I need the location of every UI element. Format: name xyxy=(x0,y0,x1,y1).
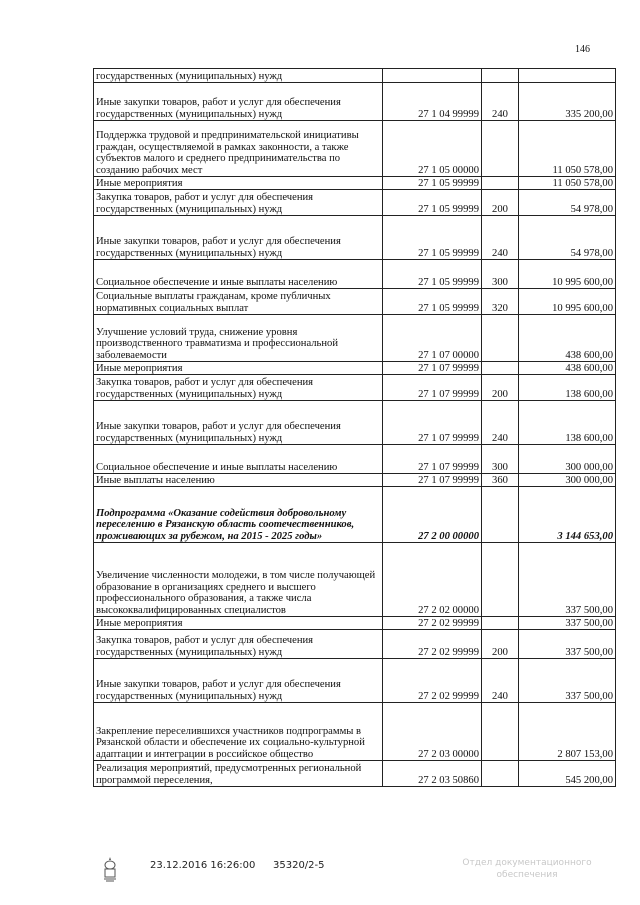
page-number: 146 xyxy=(575,44,590,55)
row-code-cell: 27 2 02 00000 xyxy=(383,543,482,617)
row-kind-cell: 360 xyxy=(482,474,519,487)
faint-stamp-text xyxy=(447,857,607,881)
table-row xyxy=(94,216,616,260)
row-code-cell: 27 2 02 99999 xyxy=(383,617,482,630)
row-amount-cell: 300 000,00 xyxy=(519,445,616,474)
row-name-cell: Закупка товаров, работ и услуг для обеспечения государственных (муниципальных) нужд xyxy=(94,375,383,401)
row-amount-cell: 3 144 653,00 xyxy=(519,487,616,543)
row-amount-cell: 138 600,00 xyxy=(519,401,616,445)
table-row xyxy=(94,617,616,630)
table-row xyxy=(94,659,616,703)
row-code-cell: 27 1 07 00000 xyxy=(383,315,482,362)
row-amount-cell: 545 200,00 xyxy=(519,761,616,787)
row-amount-cell: 11 050 578,00 xyxy=(519,177,616,190)
row-amount-cell: 10 995 600,00 xyxy=(519,260,616,289)
row-kind-cell xyxy=(482,617,519,630)
row-kind-cell xyxy=(482,121,519,177)
table-row xyxy=(94,362,616,375)
row-kind-cell: 240 xyxy=(482,401,519,445)
row-kind-cell: 200 xyxy=(482,190,519,216)
row-kind-cell: 300 xyxy=(482,260,519,289)
footer-datetime: 23.12.2016 16:26:00 xyxy=(150,860,256,871)
row-name-cell: Закупка товаров, работ и услуг для обеспечения государственных (муниципальных) нужд xyxy=(94,190,383,216)
row-name-cell: Увеличение численности молодежи, в том числе получающей образование в организациях среднего и высшего профессионального образования, а также числа высококвалифицированных специалистов xyxy=(94,543,383,617)
row-name-cell: Социальное обеспечение и иные выплаты населению xyxy=(94,260,383,289)
table-row xyxy=(94,761,616,787)
row-code-cell: 27 1 05 00000 xyxy=(383,121,482,177)
row-code-cell: 27 1 05 99999 xyxy=(383,177,482,190)
row-name-cell: Улучшение условий труда, снижение уровня производственного травматизма и профессиональной заболеваемости xyxy=(94,315,383,362)
row-name-cell: Иные выплаты населению xyxy=(94,474,383,487)
row-kind-cell xyxy=(482,362,519,375)
row-amount-cell: 300 000,00 xyxy=(519,474,616,487)
table-row xyxy=(94,69,616,83)
row-code-cell: 27 1 04 99999 xyxy=(383,83,482,121)
row-kind-cell: 240 xyxy=(482,83,519,121)
row-amount-cell: 337 500,00 xyxy=(519,659,616,703)
table-row xyxy=(94,190,616,216)
row-kind-cell xyxy=(482,69,519,83)
row-code-cell: 27 2 00 00000 xyxy=(383,487,482,543)
row-kind-cell: 200 xyxy=(482,630,519,659)
row-code-cell: 27 2 02 99999 xyxy=(383,659,482,703)
table-row xyxy=(94,289,616,315)
faint-stamp-line2: обеспечения xyxy=(496,870,558,880)
table-row xyxy=(94,177,616,190)
table-row xyxy=(94,474,616,487)
table-row xyxy=(94,543,616,617)
table-row xyxy=(94,401,616,445)
row-kind-cell: 300 xyxy=(482,445,519,474)
row-name-cell: Закрепление переселившихся участников подпрограммы в Рязанской области и обеспечение их социально-культурной адаптации и интеграции в российское общество xyxy=(94,703,383,761)
row-code-cell: 27 1 07 99999 xyxy=(383,362,482,375)
row-name-cell: Иные закупки товаров, работ и услуг для обеспечения государственных (муниципальных) нужд xyxy=(94,216,383,260)
row-amount-cell: 54 978,00 xyxy=(519,216,616,260)
row-kind-cell: 240 xyxy=(482,216,519,260)
row-code-cell: 27 1 07 99999 xyxy=(383,474,482,487)
row-code-cell: 27 1 07 99999 xyxy=(383,375,482,401)
row-code-cell: 27 1 07 99999 xyxy=(383,401,482,445)
table-row xyxy=(94,630,616,659)
table-row xyxy=(94,445,616,474)
row-name-cell: Поддержка трудовой и предпринимательской инициативы граждан, осуществляемой в рамках законности, а также субъектов малого и среднего предпринимательства по созданию рабочих мест xyxy=(94,121,383,177)
row-name-cell: Социальное обеспечение и иные выплаты населению xyxy=(94,445,383,474)
table-row xyxy=(94,487,616,543)
row-kind-cell xyxy=(482,177,519,190)
row-amount-cell: 11 050 578,00 xyxy=(519,121,616,177)
table-row xyxy=(94,260,616,289)
row-kind-cell: 240 xyxy=(482,659,519,703)
emblem-icon xyxy=(102,855,118,883)
row-code-cell: 27 1 05 99999 xyxy=(383,216,482,260)
row-kind-cell: 200 xyxy=(482,375,519,401)
row-code-cell: 27 1 05 99999 xyxy=(383,260,482,289)
row-amount-cell: 335 200,00 xyxy=(519,83,616,121)
row-kind-cell xyxy=(482,761,519,787)
row-amount-cell: 138 600,00 xyxy=(519,375,616,401)
table-row xyxy=(94,83,616,121)
row-name-cell: Реализация мероприятий, предусмотренных региональной программой переселения, xyxy=(94,761,383,787)
row-name-cell: Закупка товаров, работ и услуг для обеспечения государственных (муниципальных) нужд xyxy=(94,630,383,659)
budget-table-body xyxy=(94,69,616,787)
row-code-cell: 27 2 03 00000 xyxy=(383,703,482,761)
row-name-cell: Иные закупки товаров, работ и услуг для обеспечения государственных (муниципальных) нужд xyxy=(94,83,383,121)
row-code-cell: 27 1 05 99999 xyxy=(383,289,482,315)
row-amount-cell: 337 500,00 xyxy=(519,543,616,617)
row-kind-cell xyxy=(482,543,519,617)
faint-stamp-line1: Отдел документационного xyxy=(462,858,592,868)
row-name-cell: Социальные выплаты гражданам, кроме публичных нормативных социальных выплат xyxy=(94,289,383,315)
row-kind-cell xyxy=(482,315,519,362)
row-code-cell: 27 1 07 99999 xyxy=(383,445,482,474)
table-row xyxy=(94,703,616,761)
row-amount-cell: 438 600,00 xyxy=(519,362,616,375)
row-kind-cell xyxy=(482,703,519,761)
footer-doc-number: 35320/2-5 xyxy=(273,860,325,871)
row-code-cell: 27 1 05 99999 xyxy=(383,190,482,216)
table-row xyxy=(94,315,616,362)
row-amount-cell: 10 995 600,00 xyxy=(519,289,616,315)
row-amount-cell: 438 600,00 xyxy=(519,315,616,362)
row-amount-cell: 337 500,00 xyxy=(519,630,616,659)
row-amount-cell xyxy=(519,69,616,83)
table-row xyxy=(94,375,616,401)
row-amount-cell: 54 978,00 xyxy=(519,190,616,216)
row-name-cell: Иные мероприятия xyxy=(94,177,383,190)
row-amount-cell: 2 807 153,00 xyxy=(519,703,616,761)
row-kind-cell xyxy=(482,487,519,543)
row-name-cell: Иные мероприятия xyxy=(94,362,383,375)
row-kind-cell: 320 xyxy=(482,289,519,315)
row-name-cell: Иные закупки товаров, работ и услуг для обеспечения государственных (муниципальных) нужд xyxy=(94,401,383,445)
row-name-cell: Подпрограмма «Оказание содействия добровольному переселению в Рязанскую область соотечественников, проживающих за рубежом, на 2015 - 2025 годы» xyxy=(94,487,383,543)
table-row xyxy=(94,121,616,177)
row-name-cell: Иные мероприятия xyxy=(94,617,383,630)
budget-table xyxy=(93,68,616,787)
row-amount-cell: 337 500,00 xyxy=(519,617,616,630)
row-code-cell: 27 2 03 50860 xyxy=(383,761,482,787)
row-name-cell: Иные закупки товаров, работ и услуг для обеспечения государственных (муниципальных) нужд xyxy=(94,659,383,703)
row-name-cell: государственных (муниципальных) нужд xyxy=(94,69,383,83)
row-code-cell xyxy=(383,69,482,83)
row-code-cell: 27 2 02 99999 xyxy=(383,630,482,659)
